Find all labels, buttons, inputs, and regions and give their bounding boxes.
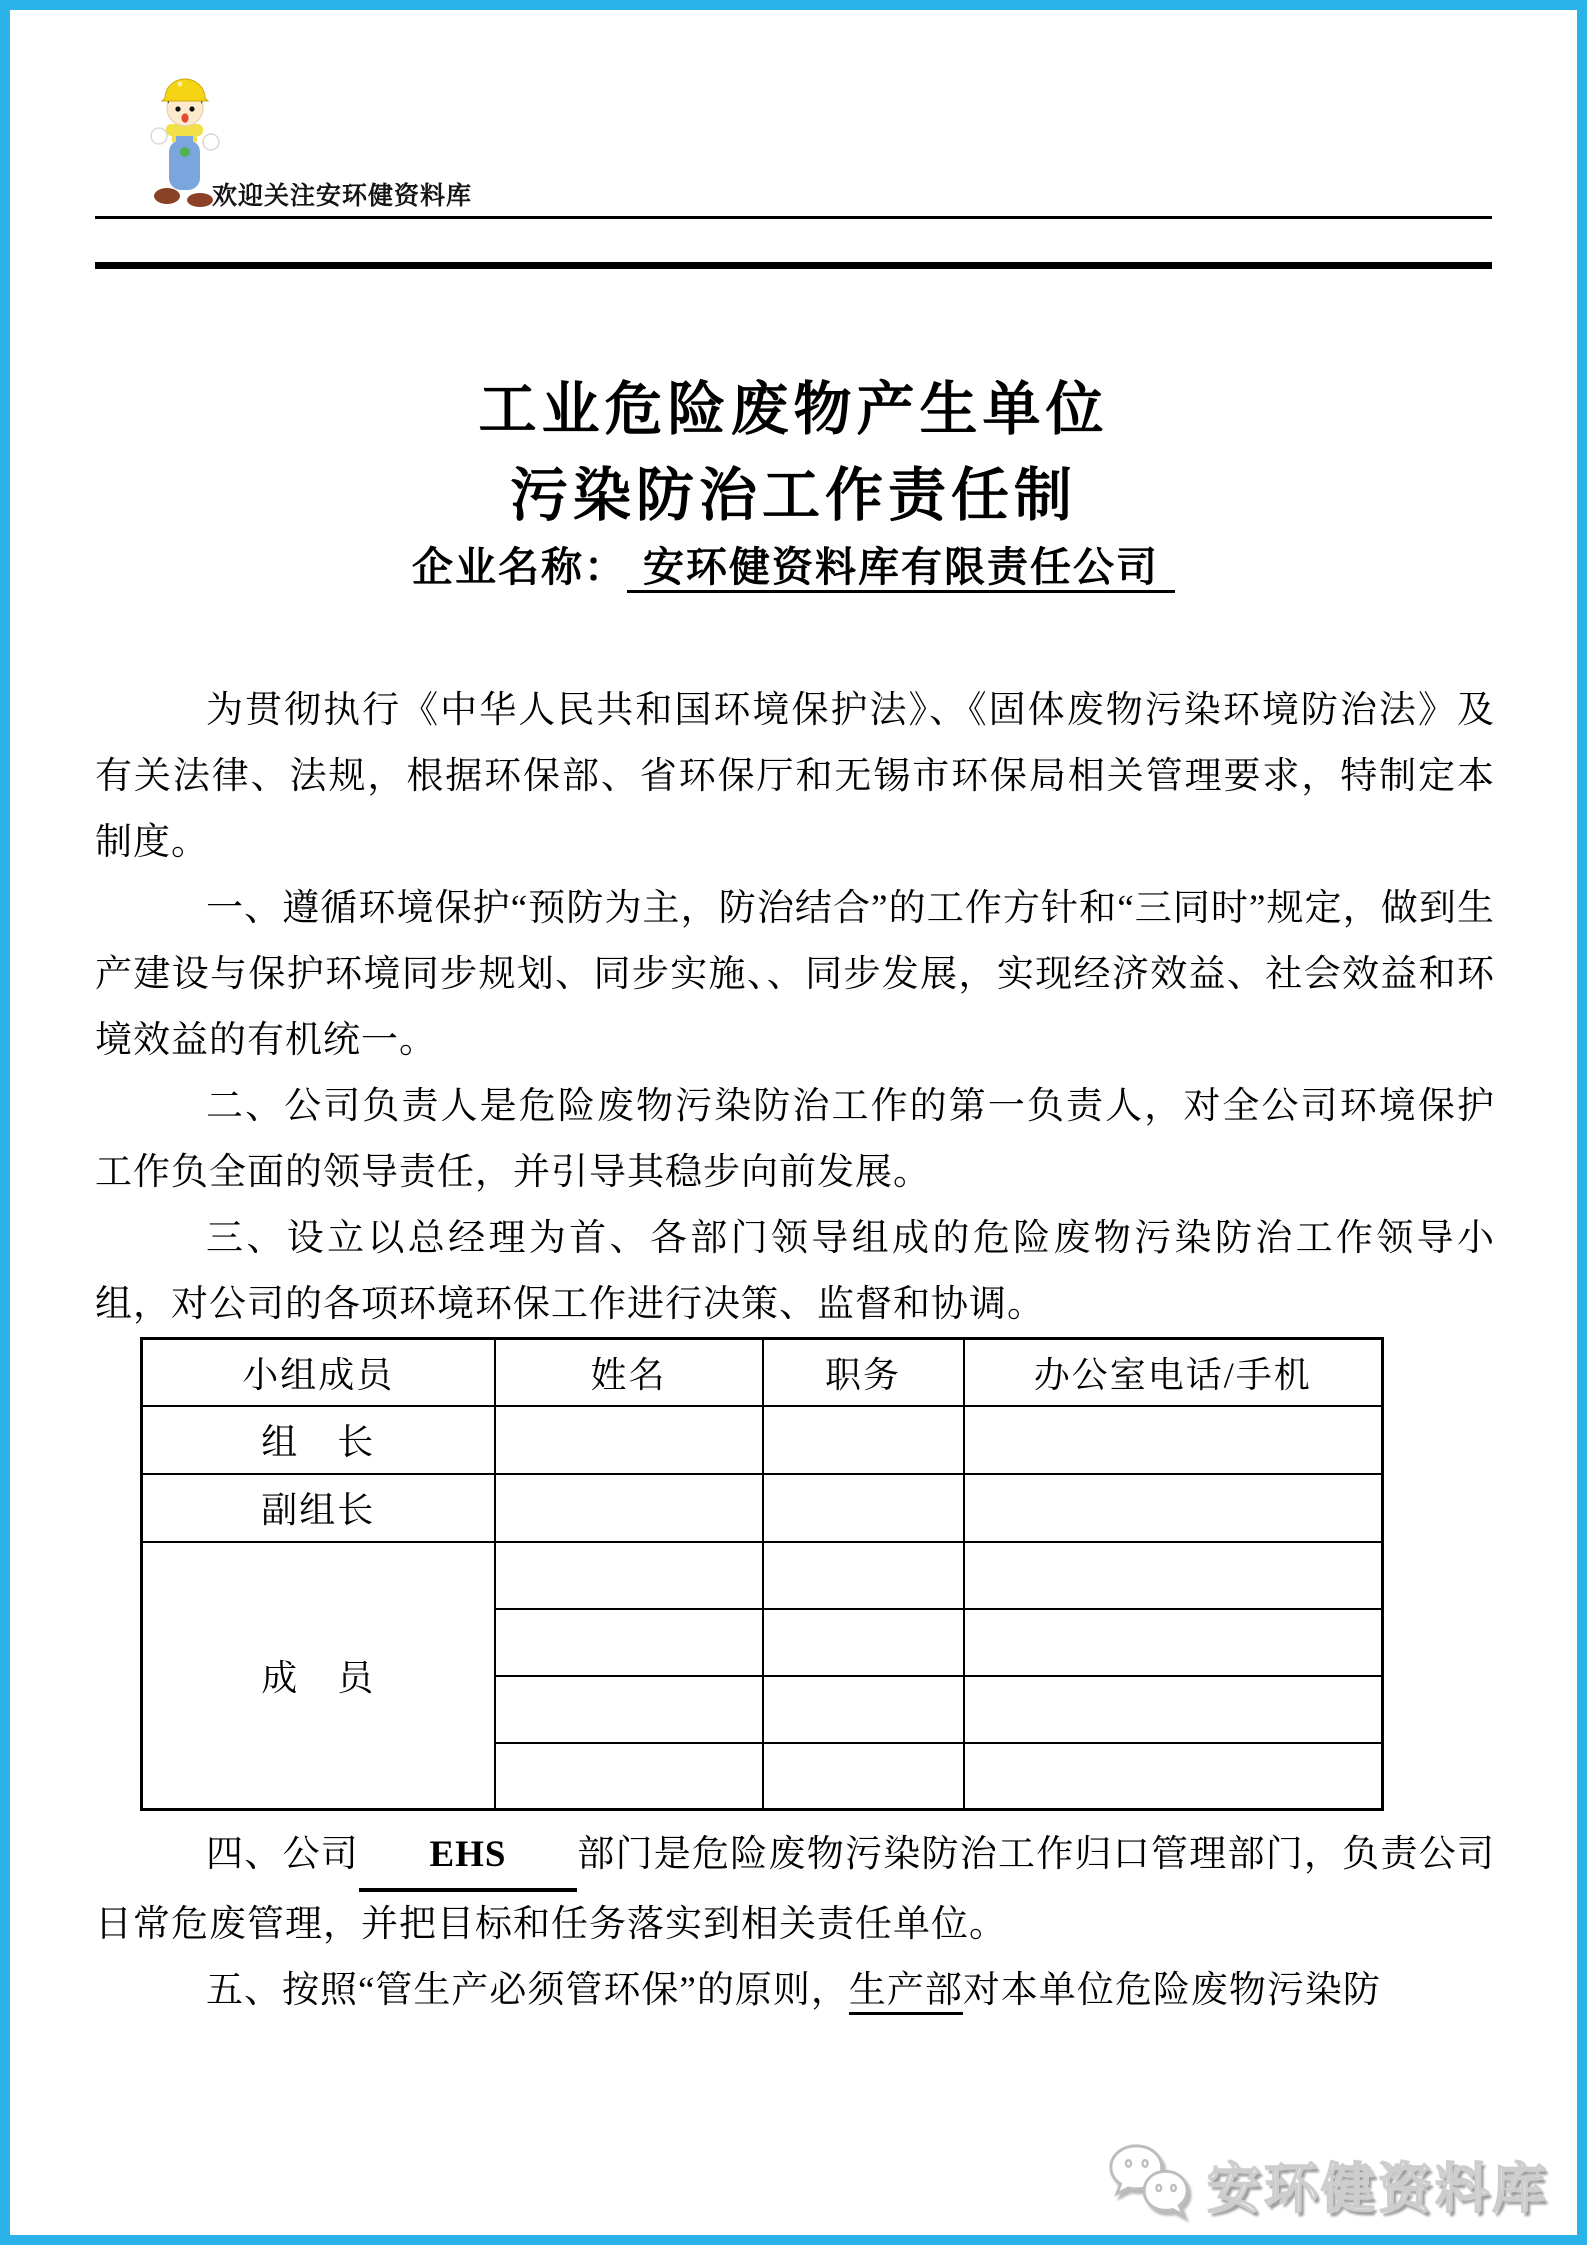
company-name-value: 安环健资料库有限责任公司 [627, 544, 1175, 593]
table-cell-empty [964, 1743, 1383, 1810]
table-cell-empty [763, 1676, 964, 1743]
table-cell-empty [495, 1609, 763, 1676]
paragraph-item-3: 三、设立以总经理为首、各部门领导组成的危险废物污染防治工作领导小组，对公司的各项环境环保工作进行决策、监督和协调。 [95, 1218, 1495, 1325]
item4-prefix: 四、公司 [206, 1834, 359, 1875]
table-cell-empty [495, 1474, 763, 1542]
wechat-icon [1105, 2138, 1193, 2230]
table-header-group-member: 小组成员 [142, 1339, 495, 1406]
item4-blank-ehs: EHS [359, 1822, 577, 1892]
item5-suffix: 对本单位危险废物污染防 [962, 1970, 1381, 2011]
table-cell-empty [964, 1542, 1383, 1609]
company-name-line [95, 534, 1492, 593]
table-cell-empty [763, 1474, 964, 1542]
table-cell-empty [495, 1542, 763, 1609]
paragraph-item-5 [95, 1958, 1495, 2024]
table-cell-empty [495, 1676, 763, 1743]
body-text-lower [95, 1822, 1495, 2024]
paragraph-intro: 为贯彻执行《中华人民共和国环境保护法》、《固体废物污染环境防治法》及有关法律、法规，根据环保部、省环保厅和无锡市环保局相关管理要求，特制定本制度。 [95, 690, 1495, 863]
footer-brand [1105, 2138, 1549, 2230]
footer-brand-text: 安环健资料库 [1207, 2158, 1549, 2219]
table-cell-empty [964, 1676, 1383, 1743]
table-cell-empty [763, 1609, 964, 1676]
table-header-position: 职务 [763, 1339, 964, 1406]
table-cell-empty [495, 1406, 763, 1474]
header-rule-thin [95, 216, 1492, 219]
table-header-name: 姓名 [495, 1339, 763, 1406]
table-cell-empty [763, 1406, 964, 1474]
item4-suffix: 部门是危险废物污染防治工作归口管理部门，负责公司日常危废管理，并把目标和任务落实到相关责任单位。 [95, 1834, 1495, 1945]
header-welcome-text: 欢迎关注安环健资料库 [212, 182, 473, 210]
table-cell-empty [495, 1743, 763, 1810]
header-rule-thick [95, 262, 1492, 269]
table-cell-empty [763, 1743, 964, 1810]
table-row-label-deputy: 副组长 [142, 1474, 495, 1542]
table-row-label-member: 成 员 [142, 1542, 495, 1810]
table-cell-empty [964, 1474, 1383, 1542]
paragraph-item-2: 二、公司负责人是危险废物污染防治工作的第一负责人，对全公司环境保护工作负全面的领导责任，并引导其稳步向前发展。 [95, 1086, 1495, 1193]
item5-prefix: 五、按照“管生产必须管环保”的原则， [206, 1970, 849, 2011]
table-cell-empty [763, 1542, 964, 1609]
company-name-label: 企业名称： [412, 544, 627, 590]
table-cell-empty [964, 1609, 1383, 1676]
document-title-line2: 污染防治工作责任制 [509, 463, 1077, 528]
table-header-phone: 办公室电话/手机 [964, 1339, 1383, 1406]
paragraph-item-4 [95, 1822, 1495, 1958]
leadership-group-table [140, 1337, 1384, 1811]
table-cell-empty [964, 1406, 1383, 1474]
paragraph-item-1: 一、遵循环境保护“预防为主，防治结合”的工作方针和“三同时”规定，做到生产建设与保护环境同步规划、同步实施、、同步发展，实现经济效益、社会效益和环境效益的有机统一。 [95, 888, 1496, 1061]
document-title-line1: 工业危险废物产生单位 [478, 377, 1109, 442]
worker-mascot-icon [148, 72, 222, 208]
table-row-label-leader: 组 长 [142, 1406, 495, 1474]
item5-underlined-dept: 生产部 [849, 1970, 963, 2015]
body-text-upper [95, 678, 1495, 1338]
